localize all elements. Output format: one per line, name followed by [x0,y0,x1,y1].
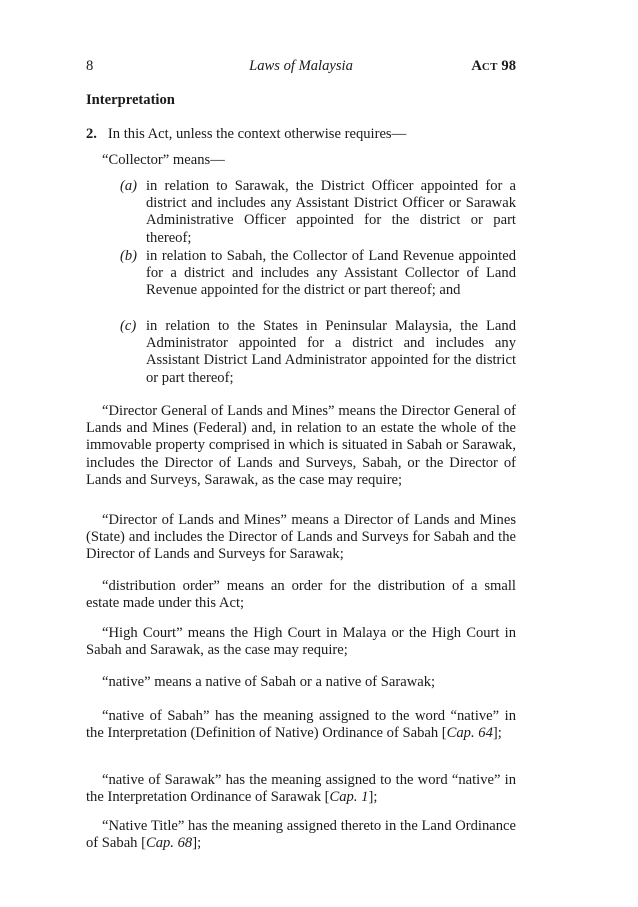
definition-native: “native” means a native of Sabah or a native of Sarawak; [102,674,436,690]
item-text: in relation to the States in Peninsular Malaysia, the Land Administrator appointed for a district and includes any Assistant District Land Administrator appointed for the district or part thereof; [146,318,516,386]
page-number: 8 [86,58,94,74]
item-label: (c) [120,318,137,334]
definition-native-of-sabah: “native of Sabah” has the meaning assigned to the word “native” in the Interpretation (Definition of Native) Ordinance of Sabah [Cap. 64]; [86,708,516,742]
collector-item-a [120,178,516,247]
definition-native-of-sarawak: “native of Sarawak” has the meaning assigned to the word “native” in the Interpretation Ordinance of Sarawak [Cap. 1]; [86,772,516,806]
definition-high-court: “High Court” means the High Court in Malaya or the High Court in Sabah and Sarawak, as the case may require; [86,625,516,659]
cap-reference: Cap. 68 [145,835,193,852]
section-2-intro [86,126,516,143]
cap-reference: Cap. 1 [329,789,369,806]
section-text: In this Act, unless the context otherwise requires— [107,126,407,142]
definition-director-general: “Director General of Lands and Mines” means the Director General of Lands and Mines (Federal) and, in relation to an estate the whole of the immovable property comprised in which is situated in Sabah or Sarawak, includes the Director of Lands and Surveys, Sabah, or the Director of Lands and Surveys, Sarawak, as the case may require; [86,403,516,488]
item-label: (a) [120,178,138,194]
item-text: in relation to Sabah, the Collector of Land Revenue appointed for a district and includes any Assistant Collector of Land Revenue appointed for the district or part thereof; and [146,248,516,299]
definition-native-title: “Native Title” has the meaning assigned thereto in the Land Ordinance of Sabah [Cap. 68]; [86,818,516,852]
cap-reference: Cap. 64 [446,725,493,742]
item-text: in relation to Sarawak, the District Officer appointed for a district and includes any Assistant District Officer or Sarawak Administrative Officer appointed for the district or part thereof; [146,178,516,246]
definition-director: “Director of Lands and Mines” means a Director of Lands and Mines (State) and includes the Director of Lands and Surveys for Sabah and the Director of Lands and Surveys for Sarawak; [86,512,516,563]
collector-item-b [120,248,516,300]
running-title: Laws of Malaysia [249,58,353,74]
section-number: 2. [86,126,97,142]
section-heading: Interpretation [86,92,175,108]
page-header [86,58,516,76]
definition-distribution-order: “distribution order” means an order for the distribution of a small estate made under this Act; [86,578,516,612]
act-number: ACT 98 [471,58,516,74]
item-label: (b) [120,248,138,264]
collector-item-c [120,318,516,387]
collector-definition-intro: “Collector” means— [102,152,225,168]
